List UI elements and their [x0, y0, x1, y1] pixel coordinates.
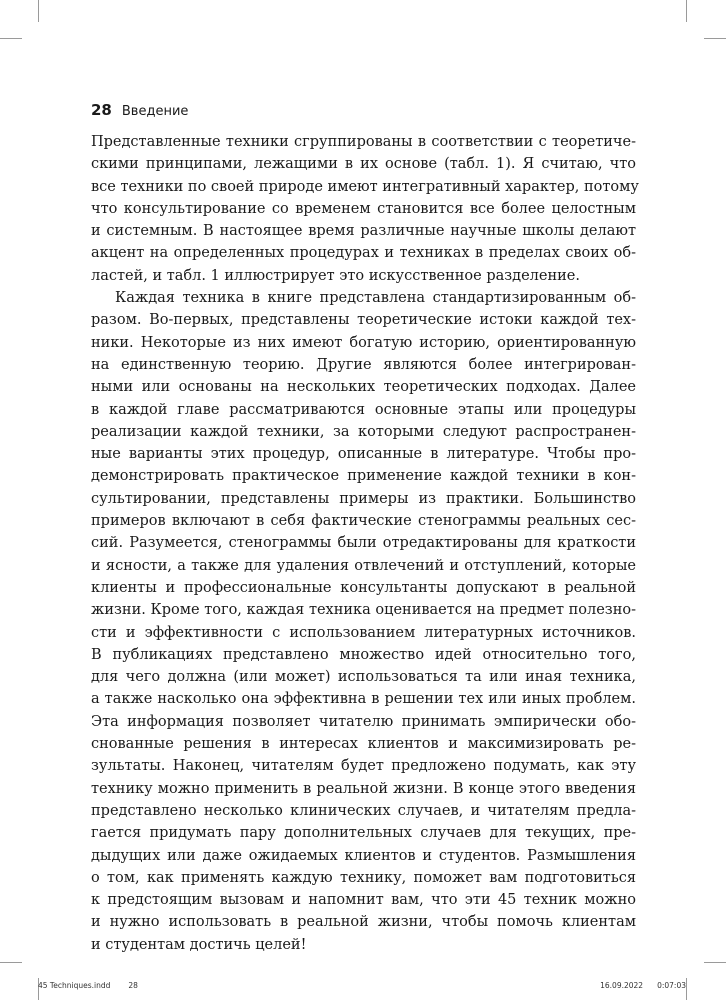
text-line: сультировании, представлены примеры из практики. Большинство [91, 490, 636, 507]
text-line: и нужно использовать в реальной жизни, чтобы помочь клиентам [91, 914, 636, 931]
paragraph-2 [91, 287, 636, 956]
print-time: 0:07:03 [657, 981, 686, 990]
section-title: Введение [121, 104, 189, 119]
text-line: ными или основаны на нескольких теоретических подходах. Далее [91, 379, 636, 396]
text-line: зультаты. Наконец, читателям будет предложено подумать, как эту [91, 758, 636, 775]
text-line: Представленные техники сгруппированы в соответствии с теоретиче- [91, 134, 636, 150]
text-line: демонстрировать практическое применение каждой техники в кон- [91, 468, 636, 485]
crop-mark-right-bottom [704, 962, 726, 963]
crop-mark-top-right [686, 0, 687, 22]
crop-mark-top-left [38, 0, 39, 22]
text-line: Эта информация позволяет читателю принимать эмпирически обо- [91, 713, 636, 730]
page-number: 28 [91, 101, 112, 119]
print-slug-file [38, 981, 138, 990]
text-line: что консультирование со временем становится все более целостным [91, 200, 636, 217]
paragraph-1 [91, 131, 639, 287]
text-line: В публикациях представлено множество идей относительно того, [91, 646, 636, 663]
text-line: снованные решения в интересах клиентов и максимизировать ре- [91, 736, 636, 753]
crop-mark-left-top [0, 38, 22, 39]
text-line: представлено несколько клинических случаев, и читателям предла- [91, 802, 636, 819]
text-line: реализации каждой техники, за которыми следуют распространен- [91, 423, 636, 440]
text-line: разом. Во-первых, представлены теоретические истоки каждой тех- [91, 312, 636, 329]
text-line: все техники по своей природе имеют интегративный характер, потому [91, 178, 639, 195]
text-line: на единственную теорию. Другие являются более интегрирован- [91, 356, 636, 373]
text-line: и ясности, а также для удаления отвлечений и отступлений, которые [91, 557, 636, 574]
text-line: к предстоящим вызовам и напомнит вам, что эти 45 техник можно [91, 892, 636, 909]
text-line: акцент на определенных процедурах и техниках в пределах своих об- [91, 245, 636, 262]
text-line: и студентам достичь целей! [91, 936, 307, 953]
text-line: дыдущих или даже ожидаемых клиентов и студентов. Размышления [91, 847, 636, 864]
text-line: для чего должна (или может) использоваться та или иная техника, [91, 669, 636, 686]
text-line: скими принципами, лежащими в их основе (табл. 1). Я считаю, что [91, 156, 636, 173]
text-line: сий. Разумеется, стенограммы были отредактированы для краткости [91, 535, 636, 552]
print-slug-timestamp [600, 981, 686, 990]
print-date: 16.09.2022 [600, 981, 644, 990]
file-name: 45 Techniques.indd [38, 981, 111, 990]
crop-mark-left-bottom [0, 962, 22, 963]
text-line: в каждой главе рассматриваются основные этапы или процедуры [91, 401, 636, 418]
crop-mark-bottom-right [686, 978, 687, 1000]
text-line: примеров включают в себя фактические стенограммы реальных сес- [91, 513, 636, 530]
text-line: гается придумать пару дополнительных случаев для текущих, пре- [91, 825, 636, 842]
file-page: 28 [128, 981, 138, 990]
text-line: о том, как применять каждую технику, поможет вам подготовиться [91, 869, 636, 886]
body-text [91, 131, 639, 956]
text-line: ные варианты этих процедур, описанные в литературе. Чтобы про- [91, 446, 636, 463]
text-line: ники. Некоторые из них имеют богатую историю, ориентированную [91, 334, 636, 351]
text-line: технику можно применить в реальной жизни. В конце этого введения [91, 780, 636, 797]
text-line: Каждая техника в книге представлена стандартизированным об- [115, 290, 636, 307]
text-line: а также насколько она эффективна в решении тех или иных проблем. [91, 691, 636, 708]
text-line: ластей, и табл. 1 иллюстрирует это искусственное разделение. [91, 267, 580, 284]
text-line: и системным. В настоящее время различные научные школы делают [91, 223, 636, 240]
text-line: сти и эффективности с использованием литературных источников. [91, 624, 636, 641]
running-head [91, 100, 188, 122]
crop-mark-right-top [704, 38, 726, 39]
text-line: клиенты и профессиональные консультанты допускают в реальной [91, 579, 636, 596]
text-line: жизни. Кроме того, каждая техника оценивается на предмет полезно- [91, 602, 636, 619]
